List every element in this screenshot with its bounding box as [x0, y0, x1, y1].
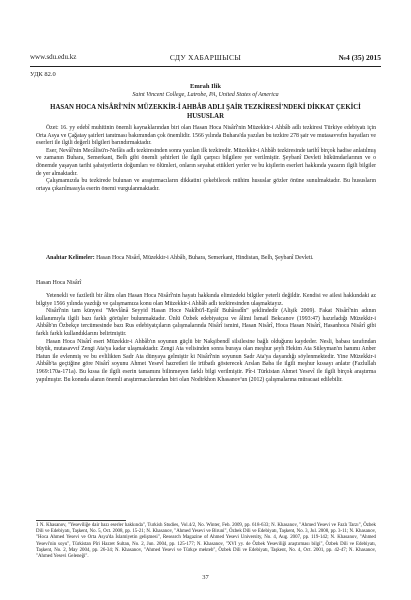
body-paragraph: Nisârî'nin tam künyesi "Mevlânâ Seyyid Hasan Hoce Nakîbü'l-Eşrâf Buhâradîn" şeklindedir (Alişik 2009). Fakat Nisârî'nin adının kullanımıyla ilgili bazı farklı görüşler bulunmaktadır. Ünlü Özbek edebiyatçısı ve âlimi İsmail Bekcanov (1993:47) hazırladığı Müzekkir-i Ahbâb'ın Özbekçe tercümesinde bazı Rus edebiyatçıların çalışmalarında Nisârî ismini, Hasan Nisârî, Hoca Hasan Nisârî, Hasanhoca Nisârî gibi farklı farklı kullandıklarını belirtmiştir.	[36, 308, 376, 337]
footnote: 1 N. Khasanov, "Yeseviliğe dair bazı eserler hakkında", Turkish Studies, Vol.4/2, No. Winter, Feb. 2009, pp. 618-633; N. Khasanov, "Ahmed Yesevi ve Fazlı Tarzı", Özbek Dili ve Edebiyatı, Taşkent, No. 5, Oct. 2008, pp. 15-21; N. Khasanov, "Ahmed Yesevi ve Biruni", Özbek Dili ve Edebiyatı, Taşkent, No. 3, Jul. 2008, pp. 3-11; N. Khasanov, "Hoca Ahmed Yesevi ve Orta Asya'da İslamiyetin gelişmesi", Research Magazine of Ahmed Yesevi University, No. 4, Aug. 2007, pp. 119-142; N. Khasanov, "Ahmed Yesevi'nin soyu", Türkistan Pîri Hazret Sultan, No. 2, Jun. 2004, pp. 125-177; N. Khasanov, "XVI yy. de Özbek Yeseviliği araştırması bilgi", Özbek Dili ve Edebiyatı, Taşkent, No. 2, May 2004, pp. 26-34; N. Khasanov, "Ahmed Yesevi ve Türkçe mekteb", Özbek Dili ve Edebiyatı, Taşkent, No. 4, Oct. 2001, pp. 42-47; N. Khasanov, "Ahmed Yesevi Geleneği".	[36, 523, 376, 560]
keywords-label: Anahtar Kelimeler:	[46, 255, 95, 261]
page-number: 37	[202, 574, 209, 581]
abstract	[36, 125, 376, 193]
abstract-paragraph: Çalışmamızda bu tezkirede bulunan ve araştırmacıların dikkatini çekebilecek mühim hususlar gözler önüne sunulmaktadır. Bu hususların ortaya çıkarılmasıyla eserin önemi vurgulanmaktadır.	[36, 178, 376, 192]
keywords	[36, 255, 376, 263]
body-paragraph: Hasan Hoca Nisârî eseri Müzekkir-i Ahbâb'ın soyunun güçlü bir Nakşibendî silsilesine bağlı olduğunu kaydeder. Nesli, babası tarafından büyük, mutasavvıf Zengi Ata'ya kadar ulaşmaktadır. Zengi Ata velisinden sonra buraya olan meşhur şeyh Hekim Ata Süleyman'ın hanımı Anber Hatun ile evlenmiş ve bu evlilikten Sadr Ata dünyaya gelmiştir ki Nisârî'nin soyunun Sadr Ata'ya dayandığı söylenmektedir. Yine Müzekkir-i Ahbâb'ta geçtiğine göre Nisârî soyunu Ahmet Yesevî hazretleri ile irtibatlı gösterecek Arslan Baba ile ilgili meşhur kıssayı anlatır (Fazlullah 1969:170a-171a). Bu kıssa ile ilgili eserin tamamını bilinmeyen farklı bilgi verilmiştir. Pîr-i Türkistan Ahmet Yesevî ile ilgili birçok araştırma yapılmıştır. Bu konuda alanın önemli araştırmacılarından biri olan Nodirkhon Khasanov'un (2012) çalışmalarına müracaat edilebilir.	[36, 338, 376, 383]
issue-number: №4 (35) 2015	[338, 53, 381, 62]
body-paragraph: Yetenekli ve faziletli bir âlim olan Hasan Hoca Nisârî'nin hayatı hakkında elimizdeki bilgiler yeterli değildir. Kendisi ve ailesi hakkındaki az bilgiye 1566 yılında yazdığı ve çalışmamıza konu olan Müzekkir-i Ahbâb adlı tezkiresinden ulaşmaktayız.	[36, 293, 376, 307]
site-url: www.sdu.edu.kz	[30, 53, 77, 61]
author-affiliation: Saint Vincent College, Latrobe, PA, United States of America	[132, 92, 279, 98]
abstract-paragraph: Özet: 16. yy edebî muhitinin önemli kaynaklarından biri olan Hasan Hoca Nisârî'nin Müzekkir-i Ahbâb adlı tezkiresi Türkiye edebiyatı için Orta Asya ve Çağatay şairleri tanıtması bakımından çok önemlidir. 1566 yılında Buhara'da yazılan bu tezkire 278 şair ve mutasavvıfın hayatları ve eserleri ile ilgili değerli bilgileri barındırmaktadır.	[36, 125, 376, 147]
udk-code: УДК 82.0	[30, 71, 56, 78]
body-text	[36, 293, 376, 384]
author-name: Emrah Ilik	[190, 83, 221, 90]
abstract-paragraph: Eser, Nevâî'nin Mecâlisü'n-Nefâis adlı tezkiresinden sonra yazılan ilk tezkiredir. Müzekkir-i Ahbâb tezkiresinde tarihî birçok hadise anlatılmış ve zamanın Buhara, Semerkant, Belh gibi önemli şehirleri ile ilgili çarpıcı bilgilere yer verilmiştir. Şeybanî Devleti hükümdarlarının ve o dönemde yaşayan tarihi şahsiyetlerin doğumları ve ölümleri, onların seyahat ettikleri yerler ve bu kişilerin eserleri hakkında yazarın ilgili bilgiler de yer almaktadır.	[36, 147, 376, 177]
journal-name: СДУ ХАБАРШЫСЫ	[169, 53, 242, 62]
running-header	[30, 53, 381, 65]
section-heading: Hasan Hoca Nisârî	[36, 280, 82, 286]
article-title: HASAN HOCA NİSÂRÎ'NİN MÜZEKKİR-İ AHBÂB ADLI ŞAİR TEZKİRESİ'NDEKİ DİKKAT ÇEKİCİ HUSUSLAR	[50, 104, 361, 120]
footnotes	[36, 523, 376, 560]
keywords-text: Hasan Hoca Nisârî, Müzekkir-i Ahbâb, Buhara, Semerkant, Hindistan, Belh, Şeybanî Devleti.	[96, 255, 314, 261]
footnote-rule	[36, 520, 126, 521]
header-rule	[30, 66, 381, 67]
